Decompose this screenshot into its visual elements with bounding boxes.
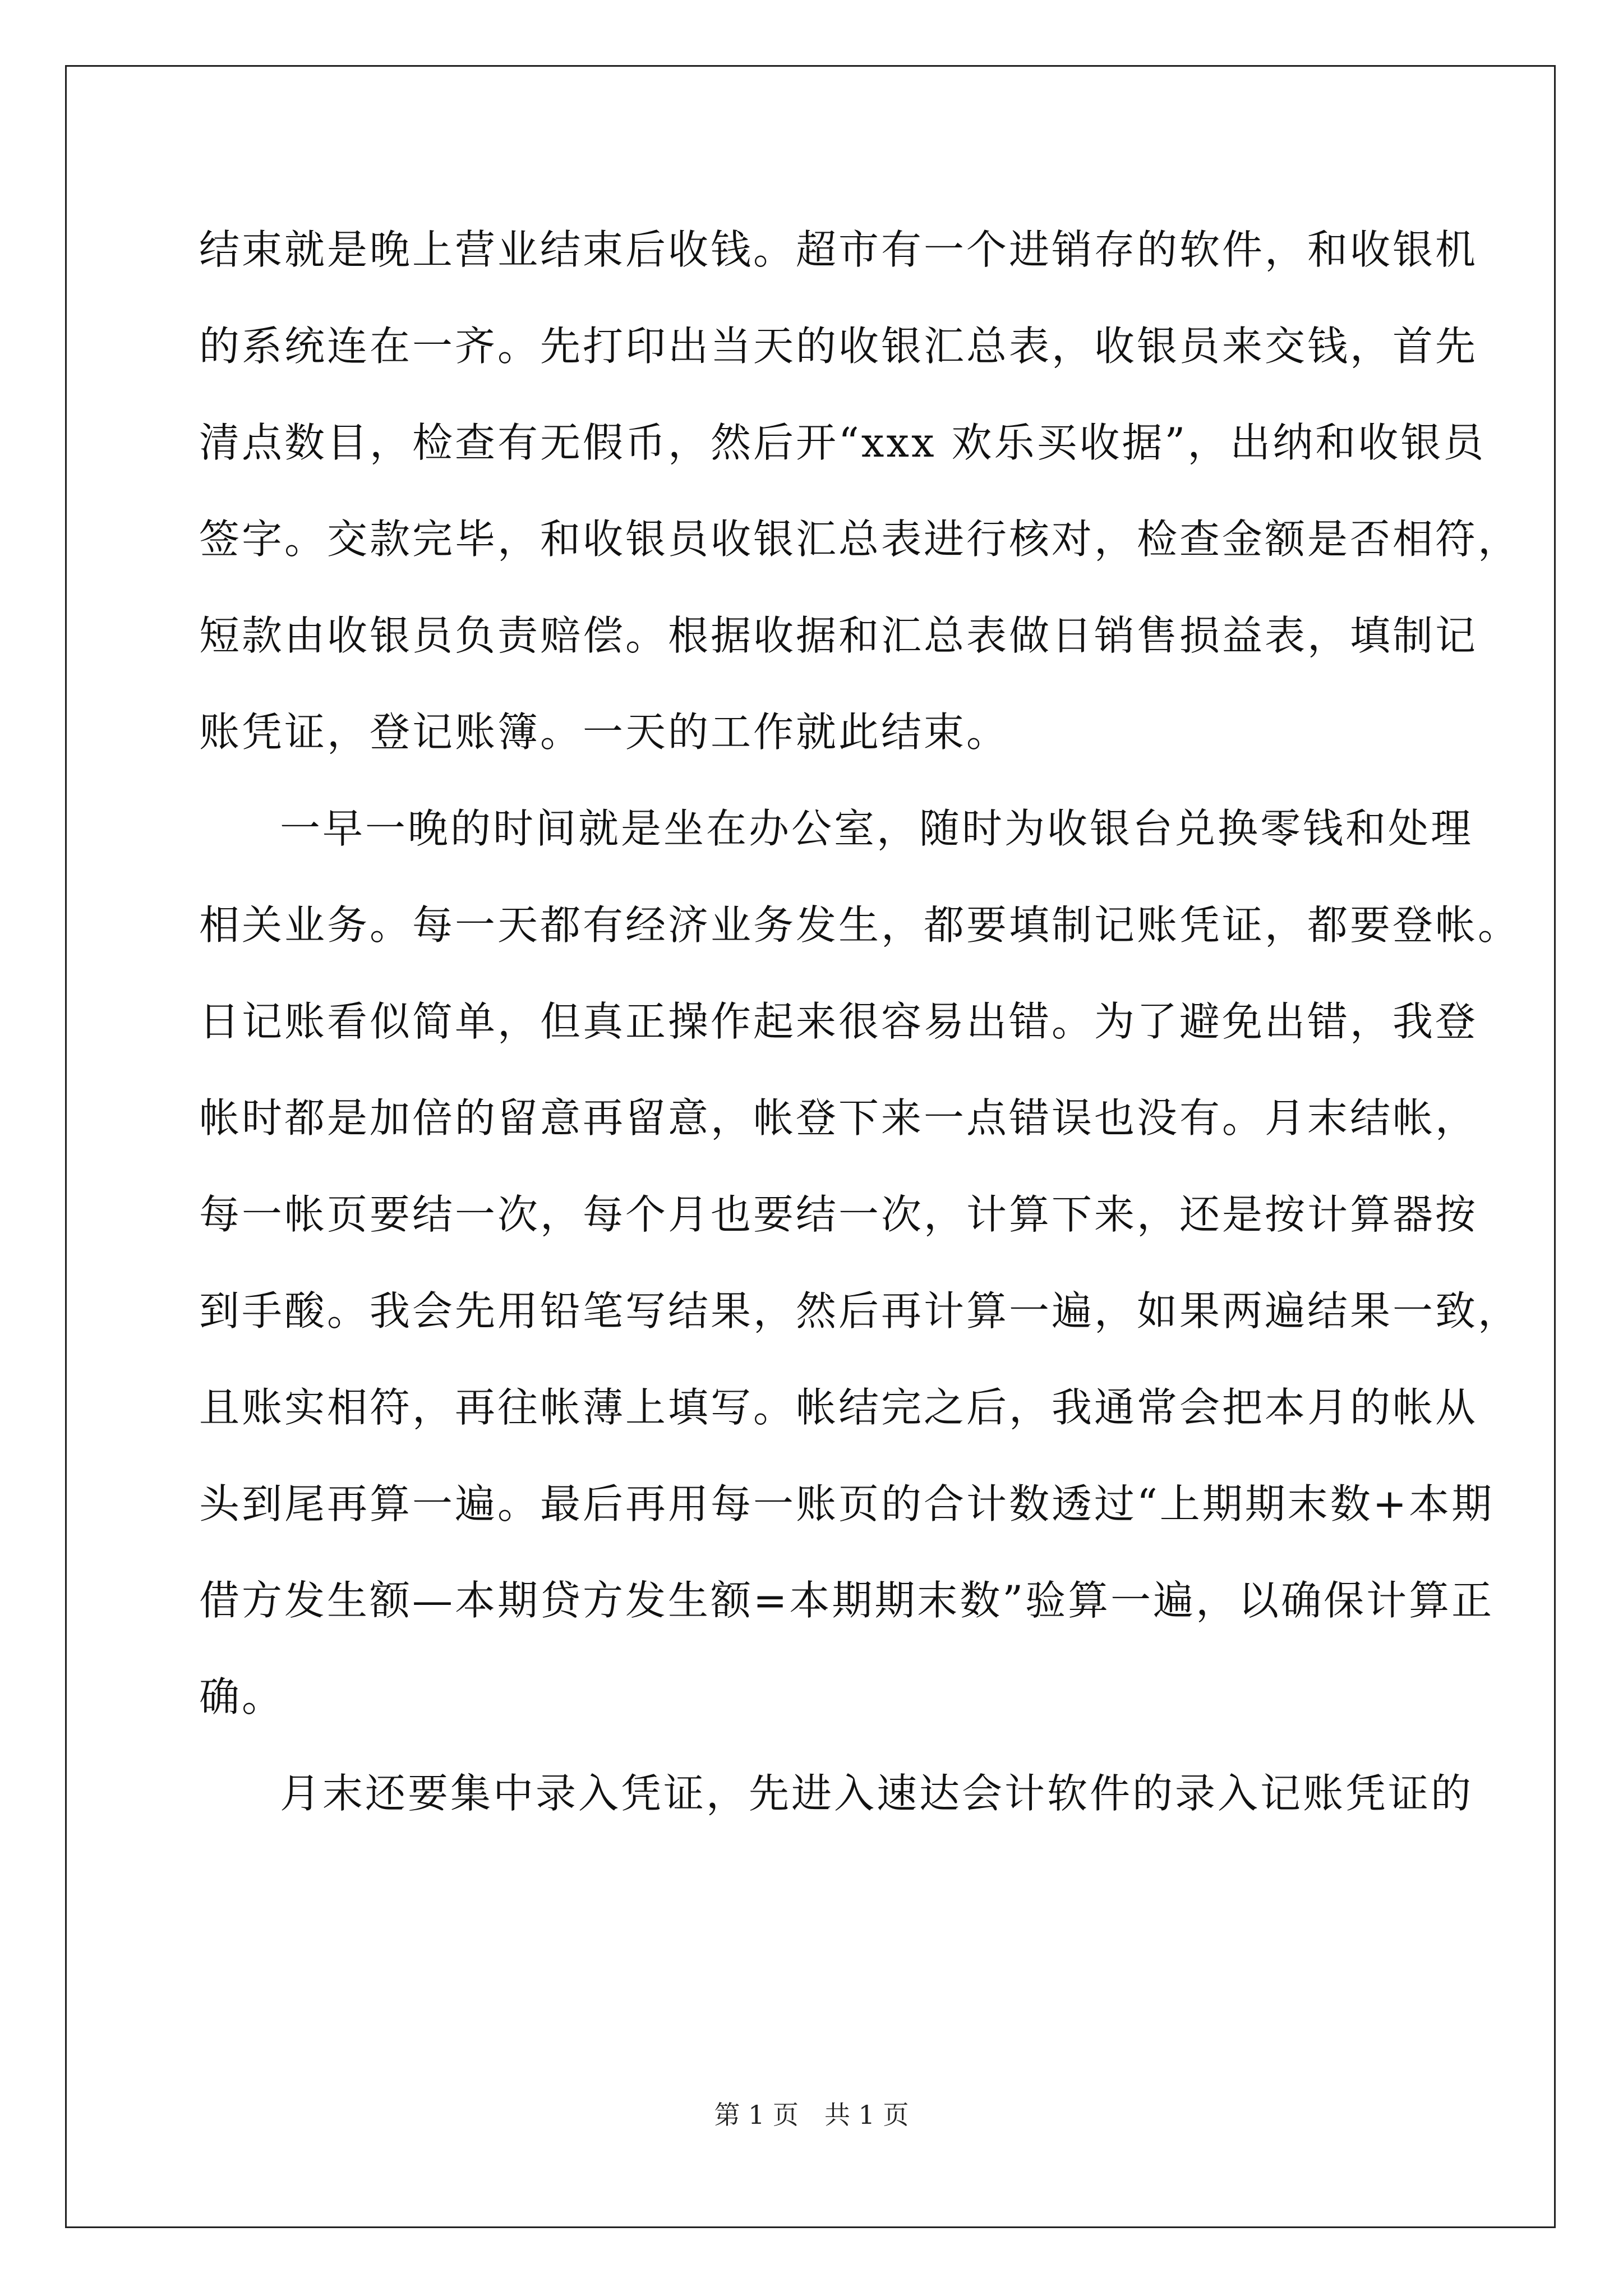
text-line: 账凭证，登记账簿。一天的工作就此结束。	[199, 708, 1009, 756]
text-line: 每一帐页要结一次，每个月也要结一次，计算下来，还是按计算器按	[199, 1191, 1478, 1238]
text-line: 的系统连在一齐。先打印出当天的收银汇总表，收银员来交钱，首先	[199, 323, 1478, 370]
text-line: 相关业务。每一天都有经济业务发生，都要填制记账凭证，都要登帐。	[199, 901, 1521, 949]
text-line: 头到尾再算一遍。最后再用每一账页的合计数透过“上期期末数+本期	[199, 1480, 1495, 1527]
text-line: 帐时都是加倍的留意再留意，帐登下来一点错误也没有。月末结帐，	[199, 1094, 1478, 1142]
text-line: 清点数目，检查有无假币，然后开“xxx 欢乐买收据”，出纳和收银员	[199, 419, 1486, 466]
text-line: 签字。交款完毕，和收银员收银汇总表进行核对，检查金额是否相符，	[199, 516, 1521, 563]
text-line: 日记账看似简单，但真正操作起来很容易出错。为了避免出错，我登	[199, 998, 1478, 1045]
text-line: 借方发生额—本期贷方发生额=本期期末数”验算一遍，以确保计算正	[199, 1577, 1495, 1624]
paragraph-start-line: 一早一晚的时间就是坐在办公室，随时为收银台兑换零钱和处理	[280, 805, 1474, 852]
text-line: 短款由收银员负责赔偿。根据收据和汇总表做日销售损益表，填制记	[199, 612, 1478, 659]
paragraph-start-line: 月末还要集中录入凭证，先进入速达会计软件的录入记账凭证的	[280, 1770, 1474, 1817]
text-line: 结束就是晚上营业结束后收钱。超市有一个进销存的软件，和收银机	[199, 226, 1478, 273]
page-border	[65, 65, 1556, 2228]
text-line: 到手酸。我会先用铅笔写结果，然后再计算一遍，如果两遍结果一致，	[199, 1287, 1521, 1335]
text-line: 确。	[199, 1673, 285, 1720]
page-footer: 第 1 页 共 1 页	[714, 2100, 909, 2130]
text-line: 且账实相符，再往帐薄上填写。帐结完之后，我通常会把本月的帐从	[199, 1384, 1478, 1431]
